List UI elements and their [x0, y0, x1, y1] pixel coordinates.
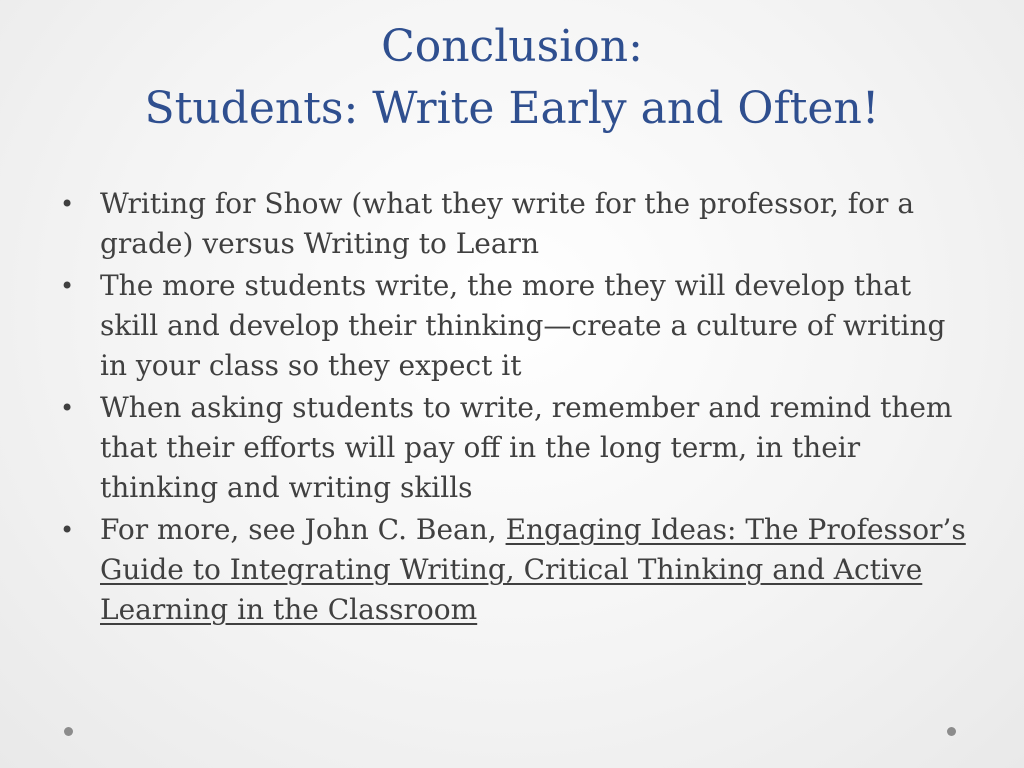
bullet-icon: •	[60, 394, 75, 422]
bullet-item-writing-for-show	[56, 184, 976, 264]
bullet-text: When asking students to write, remember and remind them that their efforts will pay off in the long term, in their thinking and writing skills	[100, 391, 953, 504]
corner-dot-left-icon	[64, 727, 73, 736]
bullet-list	[56, 184, 976, 632]
corner-dot-right-icon	[947, 727, 956, 736]
title-line-2: Students: Write Early and Often!	[144, 83, 880, 134]
book-reference-link[interactable]: Engaging Ideas: The Professor’s Guide to Integrating Writing, Critical Thinking and Active Learning in the Classroom	[100, 513, 966, 626]
bullet-item-culture-of-writing	[56, 266, 976, 386]
title-line-1: Conclusion:	[381, 21, 643, 72]
bullet-icon: •	[60, 516, 75, 544]
bullet-text: Writing for Show (what they write for the professor, for a grade) versus Writing to Learn	[100, 187, 915, 260]
bullet-icon: •	[60, 190, 75, 218]
bullet-text: The more students write, the more they will develop that skill and develop their thinking—create a culture of writing in your class so they expect it	[100, 269, 946, 382]
bullet-item-further-reading	[56, 510, 976, 630]
bullet-text: For more, see John C. Bean,	[100, 513, 506, 546]
slide-title	[40, 16, 984, 140]
bullet-icon: •	[60, 272, 75, 300]
bullet-item-efforts-pay-off	[56, 388, 976, 508]
